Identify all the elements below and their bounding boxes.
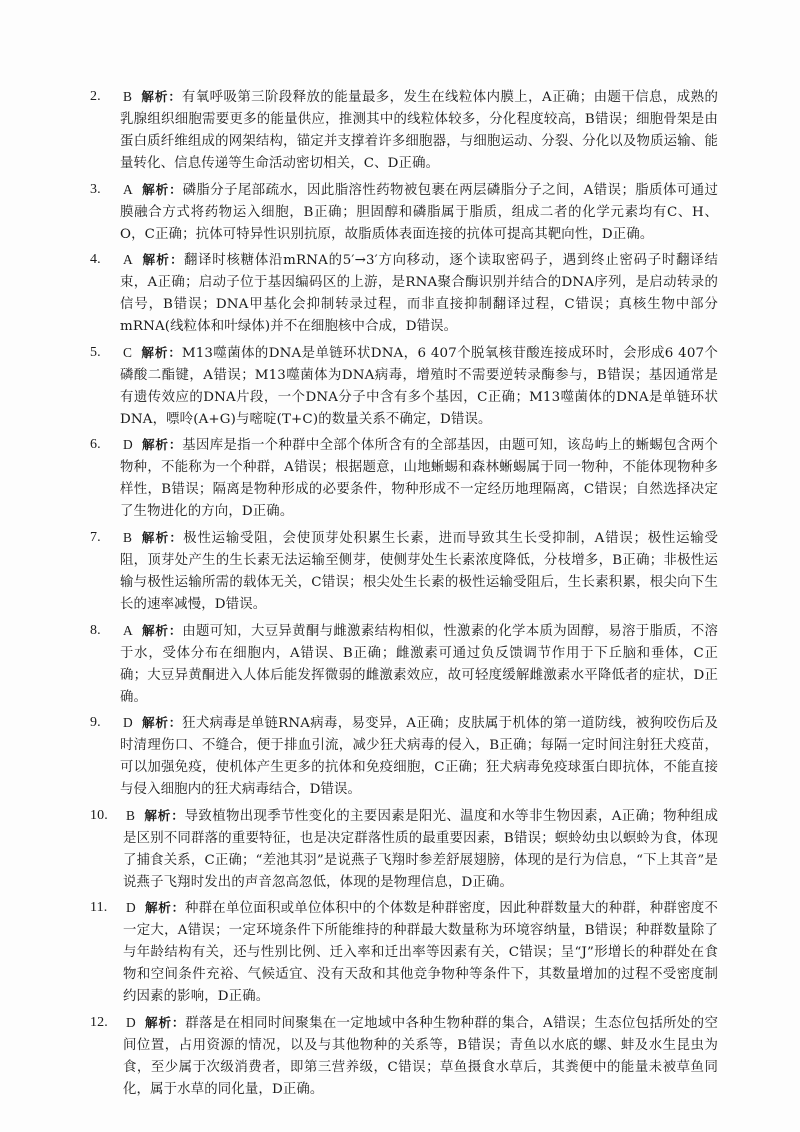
analysis-text: 由题可知，大豆异黄酮与雌激素结构相似，性激素的化学本质为固醇，易溶于脂质，不溶于水，受体分布在细胞内，A错误、B正确；雌激素可通过负反馈调节作用于下丘脑和垂体，C正确；大豆异黄酮进入人体后能发挥微弱的雌激素效应，故可轻度缓解雌激素水平降低者的症状，D正确。 [120,623,718,705]
answer-choice: D [126,1014,136,1030]
analysis-label: 解析 [141,344,169,360]
analysis-text: 种群在单位面积或单位体积中的个体数是种群密度，因此种群数量大的种群，种群密度不一定大，A错误；一定环境条件下所能维持的种群最大数量称为环境容纳量，B错误；种群数量除了与年龄结构有关，还与性别比例、迁入率和迁出率等因素有关，C错误；呈“J”形增长的种群处在食物和空间条件充裕、气候适宜、没有天敌和其他竞争物种等条件下，其数量增加的过程不受密度制约因素的影响，D正确。 [123,901,718,1005]
analysis-label: 解析 [144,807,172,823]
label-colon: ： [170,252,184,268]
question-number: 3. [90,181,101,197]
answer-choice: B [126,807,136,823]
answer-choice: A [123,252,133,268]
label-colon: ： [169,181,183,197]
analysis-label: 解析 [141,89,169,104]
answer-item-6 [90,434,718,523]
question-number: 7. [90,529,101,545]
analysis-text: 基因库是指一个种群中全部个体所含有的全部基因，由题可知，该岛屿上的蜥蜴包含两个物种，不能称为一个种群，A错误；根据题意，山地蜥蜴和森林蜥蜴属于同一物种，不能体现物种多样性，B错误；隔离是物种形成的必要条件，物种形成不一定经历地理隔离，C错误；自然选择决定了生物进化的方向，D正确。 [120,438,718,520]
answer-item-4 [90,249,718,338]
answer-choice: B [123,529,133,545]
analysis-text: M13噬菌体的DNA是单链环状DNA，6 407个脱氧核苷酸连接成环时，会形成6 407个磷酸二酯键，A错误；M13噬菌体为DNA病毒，增殖时不需要逆转录酶参与，B错误；基因通常是有遗传效应的DNA片段，一个DNA分子中含有多个基因，C正确；M13噬菌体的DNA是单链环状DNA，嘌呤(A+G)与嘧啶(T+C)的数量关系不确定，D错误。 [120,345,719,427]
analysis-label: 解析 [144,900,172,916]
question-number: 11. [90,900,108,916]
answer-choice: A [123,622,133,638]
question-number: 9. [90,715,101,731]
analysis-label: 解析 [141,181,170,197]
label-colon: ： [171,807,185,823]
question-number: 5. [90,344,101,360]
label-colon: ： [171,900,185,916]
analysis-text: 群落是在相同时间聚集在一定地域中各种生物种群的集合，A错误；生态位包括所处的空间位置，占用资源的情况，以及与其他物种的关系等，B错误；青鱼以水底的螺、蚌及水生昆虫为食，至少属于次级消费者，即第三营养级，C错误；草鱼摄食水草后，其粪便中的能量未被草鱼同化，属于水草的同化量，D正确。 [123,1015,718,1097]
question-number: 2. [90,89,101,104]
answer-choice: D [123,715,133,731]
answer-item-7 [90,527,718,616]
analysis-label: 解析 [141,622,169,638]
analysis-text: 有氧呼吸第三阶段释放的能量最多，发生在线粒体内膜上，A正确；由题干信息，成熟的乳腺组织细胞需要更多的能量供应，推测其中的线粒体较多，分化程度较高，B错误；细胞骨架是由蛋白质纤维组成的网架结构，锚定并支撑着许多细胞器，与细胞运动、分裂、分化以及物质运输、能量转化、信息传递等生命活动密切相关，C、D正确。 [120,90,718,171]
analysis-text: 狂犬病毒是单链RNA病毒，易变异，A正确；皮肤属于机体的第一道防线，被狗咬伤后及时清理伤口、不缝合，便于排血引流，减少狂犬病毒的侵入，B正确；每隔一定时间注射狂犬疫苗，可以加强免疫，使机体产生更多的抗体和免疫细胞，C正确；狂犬病毒免疫球蛋白即抗体，不能直接与侵入细胞内的狂犬病毒结合，D错误。 [120,716,718,798]
label-colon: ： [171,1014,186,1030]
question-number: 4. [90,252,101,268]
analysis-text: 极性运输受阻，会使顶芽处积累生长素，进而导致其生长受抑制，A错误；极性运输受阻，顶芽处产生的生长素无法运输至侧芽，使侧芽处生长素浓度降低，分枝增多，B正确；非极性运输与极性运输所需的载体无关，C错误；根尖处生长素的极性运输受阻后，生长素积累，根尖向下生长的速率减慢，D错误。 [120,530,718,612]
answer-item-12 [90,1012,718,1101]
answer-item-3 [90,179,718,246]
question-number: 12. [90,1014,108,1030]
answer-item-8 [90,620,718,709]
label-colon: ： [168,622,183,638]
analysis-label: 解析 [141,715,169,731]
answer-choice: D [126,900,136,916]
answer-item-10 [90,805,718,894]
question-number: 8. [90,622,101,638]
answer-item-5 [90,342,718,431]
answer-choice: C [123,344,133,360]
answer-choice: A [123,181,133,197]
answer-list [90,86,718,1105]
question-number: 6. [90,437,101,453]
analysis-text: 磷脂分子尾部疏水，因此脂溶性药物被包裹在两层磷脂分子之间，A错误；脂质体可通过膜融合方式将药物运入细胞，B正确；胆固醇和磷脂属于脂质，组成二者的化学元素均有C、H、O，C正确；抗体可特异性识别抗原，故脂质体表面连接的抗体可提高其靶向性，D正确。 [120,182,718,242]
analysis-label: 解析 [141,252,171,268]
analysis-text: 导致植物出现季节性变化的主要因素是阳光、温度和水等非生物因素，A正确；物种组成是区别不同群落的重要特征，也是决定群落性质的最重要因素，B错误；螟蛉幼虫以螟蛉为食，体现了捕食关系，C正确；“差池其羽”是说燕子飞翔时参差舒展翅膀，体现的是行为信息，“下上其音”是说燕子飞翔时发出的声音忽高忽低，体现的是物理信息，D正确。 [123,808,718,890]
analysis-text: 翻译时核糖体沿mRNA的5′→3′方向移动，逐个读取密码子，遇到终止密码子时翻译结束，A正确；启动子位于基因编码区的上游，是RNA聚合酶识别并结合的DNA序列，是启动转录的信号，B错误；DNA甲基化会抑制转录过程，而非直接抑制翻译过程，C错误；真核生物中部分mRNA(线粒体和叶绿体)并不在细胞核中合成，D错误。 [120,253,718,335]
label-colon: ： [169,529,184,545]
label-colon: ： [168,89,182,104]
question-number: 10. [90,807,108,823]
label-colon: ： [168,437,183,453]
answer-choice: D [123,437,133,453]
answer-item-11 [90,897,718,1008]
analysis-label: 解析 [144,1014,172,1030]
answer-item-2 [90,86,718,175]
analysis-label: 解析 [141,529,170,545]
answer-item-9 [90,712,718,801]
analysis-label: 解析 [141,437,169,453]
answer-choice: B [123,89,133,104]
label-colon: ： [168,344,182,360]
label-colon: ： [168,715,183,731]
